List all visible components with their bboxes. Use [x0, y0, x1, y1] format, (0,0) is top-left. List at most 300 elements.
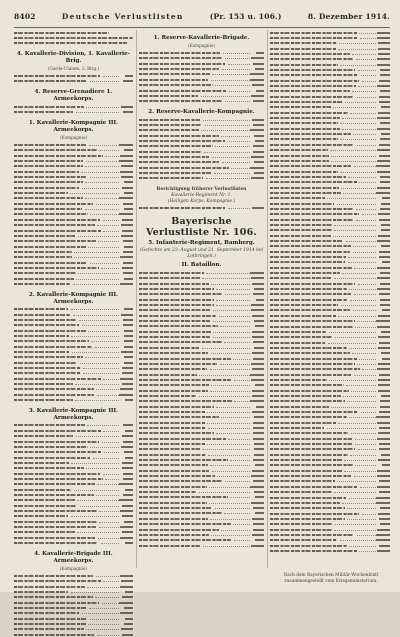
- column-middle: [139, 30, 264, 568]
- leader-dots: [207, 423, 250, 424]
- leader-dots: [331, 156, 376, 157]
- text-line-figure: [119, 394, 133, 396]
- text-line-figure: [124, 521, 133, 523]
- leader-dots: [337, 204, 376, 205]
- text-line-figure: [124, 346, 133, 348]
- text-line-glyphs: [14, 176, 87, 178]
- text-line-glyphs: [270, 320, 355, 322]
- leader-dots: [215, 508, 250, 509]
- text-line-glyphs: [14, 531, 75, 533]
- text-line-glyphs: [270, 438, 352, 440]
- main-title: Bayerische Verlustliste Nr. 106.: [146, 216, 257, 239]
- text-line-glyphs: [270, 374, 351, 376]
- text-line-glyphs: [270, 336, 333, 338]
- leader-dots: [234, 401, 250, 402]
- text-line-figure: [251, 502, 264, 504]
- leader-dots: [103, 431, 119, 432]
- text-line: [139, 99, 264, 104]
- text-line-figure: [123, 324, 133, 326]
- text-line-figure: [380, 299, 390, 301]
- text-line-glyphs: [14, 144, 87, 146]
- text-line-figure: [382, 464, 390, 466]
- text-line-figure: [381, 224, 390, 226]
- text-line-glyphs: [139, 52, 220, 54]
- leader-dots: [342, 118, 376, 119]
- leader-dots: [98, 241, 119, 242]
- section-heading: 4. Kavallerie-Division, 1. Kavallerie-Brig.: [16, 51, 131, 65]
- text-line-figure: [377, 267, 390, 269]
- text-line-glyphs: [270, 384, 344, 386]
- text-line-figure: [379, 144, 390, 146]
- leader-dots: [354, 375, 376, 376]
- text-line-figure: [376, 497, 390, 499]
- text-line-figure: [379, 518, 390, 520]
- battle-note: (Gefechte am 23. August und 21. September 1914 bei Lothringen.): [139, 248, 264, 260]
- text-line-figure: [120, 526, 133, 528]
- text-line-figure: [256, 406, 264, 408]
- text-line-glyphs: [270, 464, 353, 466]
- text-line-figure: [124, 246, 133, 248]
- leader-dots: [357, 145, 376, 146]
- leader-dots: [89, 608, 119, 609]
- text-line-glyphs: [14, 467, 84, 469]
- leader-dots: [202, 278, 250, 279]
- text-line-figure: [380, 304, 390, 306]
- text-line-glyphs: [14, 521, 97, 523]
- text-line-glyphs: [139, 124, 202, 126]
- leader-dots: [99, 527, 119, 528]
- text-line-glyphs: [270, 448, 355, 450]
- text-line-glyphs: [14, 499, 75, 501]
- text-line-glyphs: [14, 372, 80, 374]
- leader-dots: [199, 375, 250, 376]
- leader-dots: [78, 273, 119, 274]
- text-line-figure: [124, 356, 133, 358]
- leader-dots: [221, 530, 250, 531]
- leader-dots: [233, 359, 250, 360]
- text-line-glyphs: [139, 411, 205, 413]
- leader-dots: [341, 305, 376, 306]
- leader-dots: [358, 70, 376, 71]
- text-line-glyphs: [139, 320, 210, 322]
- text-line-figure: [377, 171, 390, 173]
- text-line-glyphs: [270, 122, 338, 124]
- text-line-glyphs: [139, 341, 222, 343]
- text-line-figure: [378, 379, 390, 381]
- leader-dots: [97, 225, 119, 226]
- text-line-glyphs: [139, 395, 196, 397]
- leader-dots: [231, 497, 250, 498]
- text-line-figure: [380, 208, 390, 210]
- leader-dots: [360, 38, 376, 39]
- text-line-figure: [380, 74, 390, 76]
- leader-dots: [87, 587, 119, 588]
- leader-dots: [72, 352, 120, 353]
- notice-line: (Heiligen Korps, Kompagnie.): [167, 199, 236, 205]
- leader-dots: [340, 65, 376, 66]
- leader-dots: [359, 359, 376, 360]
- text-line-figure: [378, 336, 390, 338]
- text-line-figure: [124, 451, 133, 453]
- leader-dots: [90, 263, 119, 264]
- text-line-figure: [125, 591, 133, 593]
- text-line-figure: [250, 167, 264, 169]
- text-line-glyphs: [270, 208, 353, 210]
- text-line-figure: [119, 499, 133, 501]
- text-line-figure: [250, 129, 264, 131]
- text-line-glyphs: [139, 156, 209, 158]
- text-line-glyphs: [14, 526, 96, 528]
- leader-dots: [352, 353, 376, 354]
- leader-dots: [329, 332, 376, 333]
- text-line-figure: [378, 513, 390, 515]
- leader-dots: [96, 576, 119, 577]
- text-line-figure: [256, 299, 264, 301]
- leader-dots: [337, 481, 376, 482]
- leader-dots: [354, 268, 376, 269]
- leader-dots: [350, 113, 376, 114]
- text-line-figure: [253, 63, 264, 65]
- leader-dots: [71, 516, 119, 517]
- column-divider: [136, 30, 137, 568]
- leader-dots: [103, 379, 119, 380]
- text-line-figure: [125, 489, 133, 491]
- text-line: [14, 398, 133, 403]
- leader-dots: [85, 182, 119, 183]
- text-line-glyphs: [139, 207, 225, 209]
- text-line-figure: [380, 90, 390, 92]
- text-line-glyphs: [139, 512, 222, 514]
- text-line-glyphs: [14, 505, 77, 507]
- leader-dots: [215, 85, 250, 86]
- leader-dots: [225, 481, 250, 482]
- text-line-figure: [253, 145, 264, 147]
- text-line-figure: [255, 496, 264, 498]
- text-line-figure: [378, 48, 390, 50]
- text-line-glyphs: [270, 480, 335, 482]
- text-line-figure: [125, 399, 133, 401]
- text-line-figure: [253, 124, 264, 126]
- text-line-glyphs: [139, 400, 232, 402]
- leader-dots: [355, 327, 376, 328]
- leader-dots: [98, 538, 119, 539]
- text-line-glyphs: [270, 224, 332, 226]
- text-line-figure: [379, 374, 390, 376]
- text-line-figure: [379, 342, 391, 344]
- leader-dots: [220, 326, 250, 327]
- text-line-figure: [376, 320, 390, 322]
- text-line-glyphs: [139, 374, 197, 376]
- text-line-glyphs: [139, 79, 208, 81]
- text-line-figure: [254, 454, 264, 456]
- leader-dots: [228, 64, 250, 65]
- text-line-glyphs: [270, 53, 350, 55]
- leader-dots: [347, 401, 376, 402]
- text-line-glyphs: [270, 470, 342, 472]
- text-line-glyphs: [270, 507, 345, 509]
- text-line-figure: [253, 341, 264, 343]
- text-line-figure: [122, 531, 133, 533]
- text-line-glyphs: [14, 335, 69, 337]
- leader-dots: [216, 433, 250, 434]
- leader-dots: [357, 535, 376, 536]
- leader-dots: [88, 624, 119, 625]
- text-line-figure: [377, 529, 390, 531]
- text-line-glyphs: [139, 315, 216, 317]
- text-line-glyphs: [139, 534, 209, 536]
- text-line-glyphs: [14, 441, 99, 443]
- column-left: [14, 30, 133, 571]
- leader-dots: [353, 252, 376, 253]
- section-heading: 2. Reserve-Kavallerie-Kompagnie.: [148, 108, 255, 115]
- text-line-glyphs: [270, 213, 359, 215]
- section-subheading: (Kompagnie): [59, 565, 88, 571]
- text-line-glyphs: [14, 160, 83, 162]
- text-line-glyphs: [14, 430, 101, 432]
- text-block: [14, 423, 133, 546]
- text-line-glyphs: [270, 90, 350, 92]
- leader-dots: [87, 425, 119, 426]
- text-line-glyphs: [139, 491, 196, 493]
- leader-dots: [216, 407, 250, 408]
- leader-dots: [221, 417, 250, 418]
- leader-dots: [344, 471, 376, 472]
- text-line-glyphs: [139, 470, 209, 472]
- text-line-figure: [120, 388, 133, 390]
- text-line-figure: [253, 507, 264, 509]
- text-line-glyphs: [139, 119, 200, 121]
- text-line-glyphs: [14, 149, 97, 151]
- text-line-glyphs: [14, 537, 95, 539]
- text-line-glyphs: [270, 486, 357, 488]
- text-line-figure: [119, 160, 133, 162]
- leader-dots: [96, 389, 119, 390]
- text-line-figure: [379, 427, 390, 429]
- text-line-figure: [251, 95, 264, 97]
- text-line-glyphs: [139, 63, 225, 65]
- text-line-glyphs: [139, 390, 208, 392]
- text-line-glyphs: [14, 230, 101, 232]
- text-line-figure: [120, 510, 133, 512]
- text-line-glyphs: [14, 308, 68, 310]
- text-line-figure: [251, 379, 264, 381]
- text-line-glyphs: [139, 529, 219, 531]
- leader-dots: [210, 391, 250, 392]
- text-line-figure: [123, 424, 133, 426]
- text-line-glyphs: [270, 229, 332, 231]
- leader-dots: [340, 139, 376, 140]
- leader-dots: [74, 257, 119, 258]
- text-line-figure: [124, 278, 133, 280]
- text-line-figure: [123, 494, 133, 496]
- text-line-figure: [251, 57, 264, 59]
- text-line-figure: [125, 542, 133, 544]
- text-line-figure: [123, 272, 133, 274]
- text-line-figure: [253, 427, 264, 429]
- section-heading: 4. Kavallerie-Brigade III. Armeekorps.: [34, 550, 113, 564]
- leader-dots: [202, 348, 250, 349]
- text-line-glyphs: [14, 435, 73, 437]
- text-line-figure: [251, 545, 264, 547]
- leader-dots: [203, 120, 250, 121]
- text-line-figure: [382, 261, 390, 263]
- text-line-glyphs: [139, 379, 231, 381]
- text-line-glyphs: [14, 283, 70, 285]
- text-line: [139, 205, 264, 210]
- leader-dots: [103, 581, 119, 582]
- text-line-figure: [377, 64, 390, 66]
- text-line-glyphs: [270, 272, 340, 274]
- leader-dots: [73, 284, 119, 285]
- text-line-glyphs: [139, 95, 198, 97]
- leader-dots: [213, 321, 250, 322]
- leader-dots: [206, 178, 250, 179]
- text-line-figure: [254, 443, 264, 445]
- text-line-figure: [379, 96, 390, 98]
- text-line-glyphs: [14, 203, 93, 205]
- text-line-glyphs: [14, 378, 101, 380]
- text-line-figure: [254, 320, 264, 322]
- section-heading: 3. Kavallerie-Kompagnie III. Armeekorps.: [28, 407, 119, 421]
- text-line-glyphs: [139, 129, 199, 131]
- text-line-figure: [376, 165, 390, 167]
- leader-dots: [216, 300, 250, 301]
- text-line-figure: [124, 181, 133, 183]
- leader-dots: [328, 343, 376, 344]
- text-line-glyphs: [14, 224, 95, 226]
- text-line-figure: [124, 607, 134, 609]
- text-line-glyphs: [14, 424, 85, 426]
- text-line-glyphs: [14, 346, 92, 348]
- text-line-figure: [252, 315, 264, 317]
- text-line-figure: [122, 367, 133, 369]
- leader-dots: [209, 503, 250, 504]
- leader-dots: [82, 188, 119, 189]
- leader-dots: [71, 336, 119, 337]
- text-line-figure: [253, 459, 264, 461]
- text-line-glyphs: [270, 187, 339, 189]
- text-line-figure: [122, 462, 133, 464]
- text-line-figure: [381, 395, 390, 397]
- text-line-glyphs: [270, 545, 347, 547]
- text-line-glyphs: [14, 165, 83, 167]
- text-line-glyphs: [139, 161, 219, 163]
- text-line-glyphs: [270, 69, 355, 71]
- text-line-glyphs: [139, 459, 228, 461]
- text-line-glyphs: [270, 459, 342, 461]
- text-line-glyphs: [139, 475, 215, 477]
- text-line-figure: [380, 122, 390, 124]
- text-line-figure: [123, 262, 133, 264]
- text-line-glyphs: [139, 363, 217, 365]
- text-line-figure: [123, 473, 133, 475]
- issue-number: (Pr. 153 u. 106.): [209, 12, 282, 21]
- leader-dots: [329, 380, 376, 381]
- text-line-figure: [382, 309, 390, 311]
- leader-dots: [228, 208, 250, 209]
- leader-dots: [201, 96, 250, 97]
- leader-dots: [225, 101, 250, 102]
- text-line-figure: [252, 207, 264, 209]
- leader-dots: [78, 236, 119, 237]
- text-line-figure: [255, 68, 264, 70]
- text-line-glyphs: [270, 58, 354, 60]
- text-line-glyphs: [270, 85, 356, 87]
- text-line-figure: [378, 213, 390, 215]
- text-line-glyphs: [139, 545, 200, 547]
- text-line-glyphs: [139, 422, 205, 424]
- text-line-figure: [381, 203, 390, 205]
- leader-dots: [354, 166, 376, 167]
- text-line-glyphs: [270, 347, 347, 349]
- leader-dots: [86, 629, 119, 630]
- text-line-figure: [122, 230, 133, 232]
- text-line-glyphs: [270, 368, 360, 370]
- section-heading: 4. Reserve-Grenadiere 1. Armeekorps.: [34, 89, 113, 103]
- leader-dots: [359, 33, 376, 34]
- leader-dots: [79, 320, 119, 321]
- text-line-figure: [253, 358, 264, 360]
- text-block: [270, 30, 390, 554]
- leader-dots: [71, 592, 119, 593]
- leader-dots: [346, 385, 376, 386]
- text-line-figure: [254, 347, 264, 349]
- text-line-figure: [380, 523, 390, 525]
- text-line-glyphs: [270, 406, 329, 408]
- text-line-figure: [377, 58, 390, 60]
- leader-dots: [341, 188, 376, 189]
- text-line-glyphs: [270, 42, 337, 44]
- text-line-glyphs: [270, 32, 357, 34]
- leader-dots: [340, 540, 376, 541]
- text-line-figure: [378, 390, 390, 392]
- leader-dots: [357, 97, 376, 98]
- leader-dots: [228, 439, 250, 440]
- text-line-figure: [377, 288, 390, 290]
- text-line-figure: [254, 491, 264, 493]
- text-line-figure: [255, 140, 264, 142]
- text-line-figure: [381, 454, 391, 456]
- leader-dots: [362, 81, 376, 82]
- text-block: [139, 270, 264, 548]
- text-line-figure: [122, 372, 133, 374]
- leader-dots: [333, 107, 376, 108]
- text-line-figure: [376, 416, 390, 418]
- leader-dots: [105, 479, 119, 480]
- text-line-figure: [122, 467, 133, 469]
- text-line-glyphs: [14, 596, 93, 598]
- text-line-figure: [252, 283, 264, 285]
- leader-dots: [221, 136, 250, 137]
- page-header: [14, 12, 390, 26]
- text-line-glyphs: [139, 486, 207, 488]
- text-line-figure: [123, 80, 133, 82]
- text-line-glyphs: [139, 84, 213, 86]
- leader-dots: [338, 423, 376, 424]
- text-line-figure: [121, 235, 133, 237]
- text-line-glyphs: [270, 454, 348, 456]
- text-line-glyphs: [139, 283, 209, 285]
- leader-dots: [99, 522, 119, 523]
- text-block: [139, 117, 264, 181]
- leader-dots: [355, 444, 376, 445]
- text-line-glyphs: [14, 219, 100, 221]
- text-line-figure: [251, 309, 264, 311]
- text-line-glyphs: [14, 602, 99, 604]
- leader-dots: [227, 141, 250, 142]
- leader-dots: [230, 460, 250, 461]
- leader-dots: [351, 391, 376, 392]
